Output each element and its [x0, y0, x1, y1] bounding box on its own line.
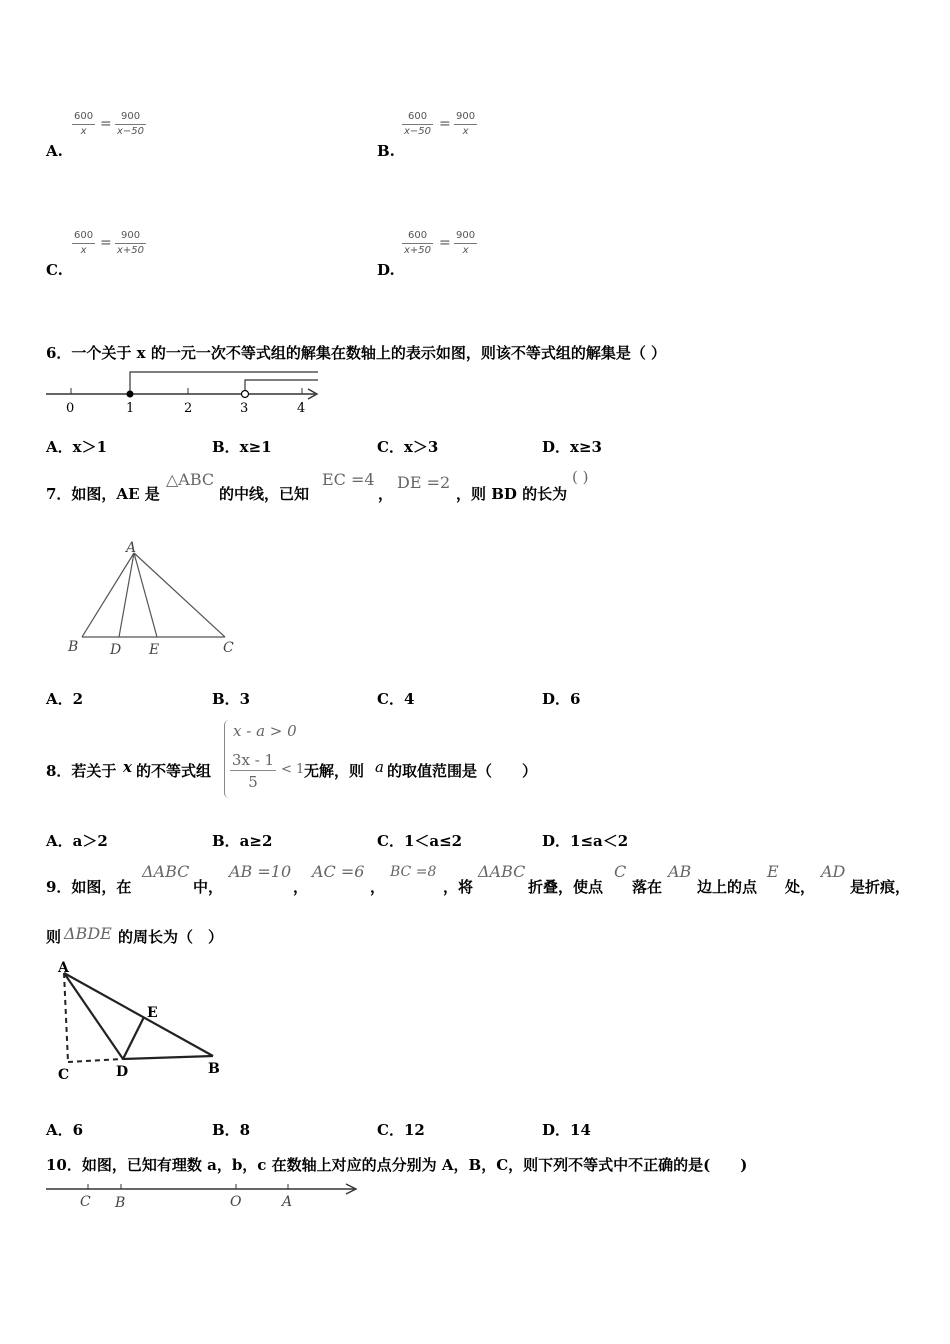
q7-de: DE =2 [397, 473, 451, 492]
q7-option-d[interactable]: D．6 [542, 690, 581, 708]
q8-fraction [230, 750, 276, 793]
q9-ac: AC =6 [312, 862, 365, 881]
fraction: $\frac{900}{x}$ [456, 111, 476, 137]
q9-zhe: 折叠，使点 [528, 878, 604, 896]
q9-point-c: C [614, 862, 627, 881]
equals-sign: = [100, 235, 112, 251]
q8-var-a: a [375, 758, 384, 776]
q8-option-d[interactable]: D．1≤a＜2 [542, 832, 629, 850]
q9-point-e: E [767, 862, 779, 881]
label-D: D [116, 1064, 129, 1080]
q7-option-b[interactable]: B．3 [212, 690, 251, 708]
option-label: A. [46, 142, 63, 160]
q9-shi: 是折痕， [850, 878, 911, 896]
q9-zhong: 中， [193, 878, 224, 896]
q6-option-b[interactable]: B．x≥1 [212, 438, 272, 456]
q7-triangle-figure [62, 535, 247, 660]
q8-option-c[interactable]: C．1＜a≤2 [377, 832, 463, 850]
q6-option-a[interactable]: A．x＞1 [46, 438, 108, 456]
q6-number-line [40, 368, 325, 418]
fraction: $\frac{600}{x}$ [74, 230, 94, 256]
q9-option-c[interactable]: C．12 [377, 1121, 425, 1139]
label-A: A [58, 960, 69, 976]
q9-bian: 边上的点 [697, 878, 758, 896]
q9-ab: AB =10 [229, 862, 292, 881]
q8-stem-post: 无解，则 [304, 762, 365, 780]
q9-option-d[interactable]: D．14 [542, 1121, 591, 1139]
q8-option-a[interactable]: A．a＞2 [46, 832, 108, 850]
q9-ab-2: AB [668, 862, 692, 881]
fraction: $\frac{600}{x}$ [74, 111, 94, 137]
q9-triangle: ΔABC [142, 862, 190, 881]
fraction: $\frac{600}{x+50}$ [404, 230, 432, 256]
option-label: D. [377, 261, 395, 279]
equals-sign: = [439, 235, 451, 251]
fraction: $\frac{900}{x}$ [456, 230, 476, 256]
solid-point [127, 391, 134, 398]
q9-luo: 落在 [632, 878, 663, 896]
label-B: B [115, 1195, 126, 1211]
q9-bde: ΔBDE [64, 924, 112, 943]
q7-stem-tail: ，则 BD 的长为 [456, 485, 568, 503]
label-C: C [58, 1067, 70, 1083]
q8-stem-tail: 的取值范围是（ ） [387, 762, 538, 780]
q7-paren: ( ) [572, 468, 589, 486]
label-B: B [68, 639, 79, 655]
q8-line1: x - a > 0 [233, 722, 297, 740]
q8-brace [224, 720, 229, 798]
q9-option-b[interactable]: B．8 [212, 1121, 251, 1139]
q9-stem-start: 9．如图，在 [46, 878, 132, 896]
tick-label-3: 3 [240, 401, 249, 416]
label-A: A [126, 540, 137, 556]
tick-label-0: 0 [66, 401, 75, 416]
q6-stem: 6．一个关于 x 的一元一次不等式组的解集在数轴上的表示如图，则该不等式组的解集是（ ） [46, 344, 667, 362]
q9-line2-tail: 的周长为（ ） [118, 928, 224, 946]
q8-option-b[interactable]: B．a≥2 [212, 832, 273, 850]
q9-ad: AD [821, 862, 846, 881]
tick-label-4: 4 [297, 401, 306, 416]
option-label: B. [377, 142, 395, 160]
equals-sign: = [439, 116, 451, 132]
q7-option-c[interactable]: C．4 [377, 690, 415, 708]
q9-bc: BC =8 [390, 864, 437, 880]
q9-comma-1: ， [293, 878, 309, 896]
solution-bracket-1 [130, 372, 318, 394]
q9-triangle-2: ΔABC [478, 862, 526, 881]
fraction: $\frac{900}{x-50}$ [117, 111, 145, 137]
label-O: O [230, 1194, 242, 1210]
label-E: E [149, 642, 160, 658]
tick-label-1: 1 [126, 401, 135, 416]
fraction: $\frac{600}{x-50}$ [404, 111, 432, 137]
label-E: E [147, 1005, 158, 1021]
q9-comma-2: ， [370, 878, 386, 896]
q8-stem-start: 8．若关于 [46, 762, 117, 780]
q7-stem-start: 7．如图，AE 是 [46, 485, 160, 503]
q7-ec: EC =4 [322, 470, 375, 489]
q6-option-c[interactable]: C．x＞3 [377, 438, 439, 456]
q9-chu: 处， [785, 878, 816, 896]
label-B: B [208, 1061, 220, 1077]
open-point [242, 391, 249, 398]
solution-bracket-3 [245, 380, 318, 394]
q6-option-d[interactable]: D．x≥3 [542, 438, 602, 456]
label-C: C [80, 1194, 91, 1210]
label-C: C [223, 640, 234, 656]
tick-label-2: 2 [184, 401, 193, 416]
label-A: A [282, 1194, 293, 1210]
q8-stem-mid: 的不等式组 [136, 762, 212, 780]
option-label: C. [46, 261, 63, 279]
label-D: D [110, 642, 122, 658]
q7-stem-mid: 的中线，已知 [219, 485, 310, 503]
q9-jiang: ，将 [443, 878, 474, 896]
q9-option-a[interactable]: A．6 [46, 1121, 84, 1139]
q8-lt-one: < 1 [281, 762, 305, 777]
equals-sign: = [100, 116, 112, 132]
q9-fold-figure [50, 955, 230, 1085]
q7-triangle: △ABC [166, 470, 215, 489]
q7-option-a[interactable]: A．2 [46, 690, 84, 708]
q8-numerator: 3x - 1 [231, 751, 275, 769]
q7-comma: ， [378, 485, 394, 503]
q10-number-line [40, 1178, 365, 1214]
fraction: $\frac{900}{x+50}$ [117, 230, 145, 256]
q10-stem: 10．如图，已知有理数 a，b，c 在数轴上对应的点分别为 A，B，C，则下列不等式中不正确的是( ) [46, 1156, 748, 1174]
q8-denominator: 5 [248, 773, 258, 791]
q8-var-x: x [123, 758, 132, 776]
q9-line2-pre: 则 [46, 928, 62, 946]
